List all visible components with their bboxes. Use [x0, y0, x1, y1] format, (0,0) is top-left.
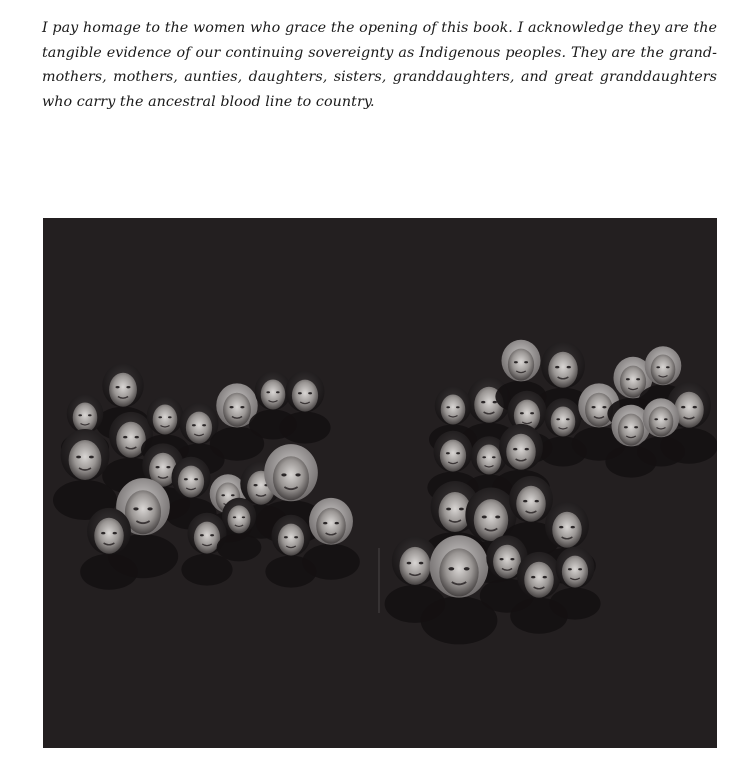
photo-collage-figure: [43, 218, 717, 748]
portrait-faces: [53, 340, 717, 645]
dedication-paragraph: I pay homage to the women who grace the opening of this book. I acknowledge they are the tangible evidence of our continuing sovereignty as Indigenous peoples. They are the grand-mothers, mothers, aunties, daughters, sisters, granddaughters, and great granddaughters who carry the ancestral blood line to country.: [42, 20, 717, 110]
portrait-collage: [43, 218, 717, 748]
